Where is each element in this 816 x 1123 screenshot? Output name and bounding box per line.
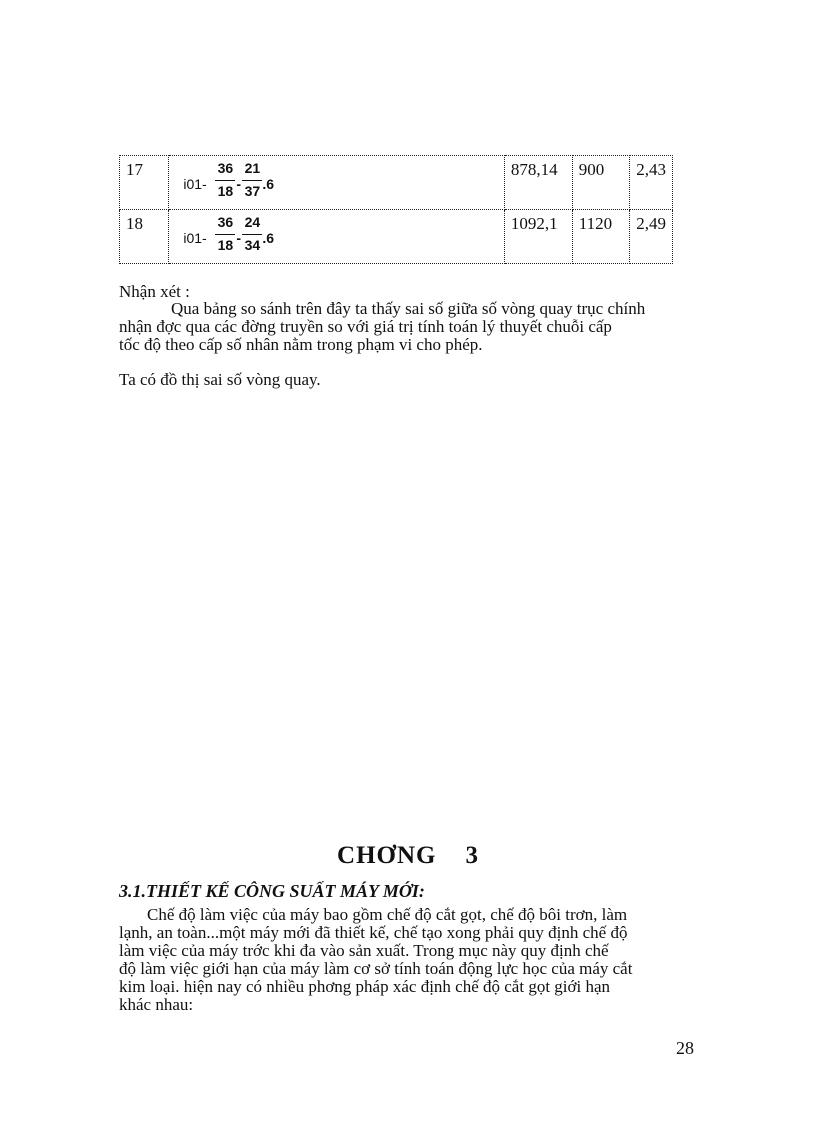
error-value: 2,43 — [630, 156, 673, 210]
fraction-numerator: 36 — [217, 160, 234, 176]
fraction-denominator: 18 — [217, 183, 234, 199]
body-line: lạnh, an toàn...một máy mới đã thiết kế, chế tạo xong phải quy định chế độ — [119, 923, 628, 942]
remark-line: tốc độ theo cấp số nhân nằm trong phạm vi cho phép. — [119, 335, 483, 354]
fraction-numerator: 21 — [244, 160, 261, 176]
formula-prefix: i01- — [183, 230, 207, 246]
standard-value: 900 — [572, 156, 630, 210]
formula-suffix: .6 — [262, 176, 275, 192]
standard-value: 1120 — [572, 210, 630, 264]
remark-line: Qua bảng so sánh trên đây ta thấy sai số giữa số vòng quay trục chính — [171, 299, 646, 318]
body-line: độ làm việc giới hạn của máy làm cơ sở tính toán động lực học của máy cắt — [119, 959, 633, 978]
body-line: kim loại. hiện nay có nhiều phơng pháp xác định chế độ cắt gọt giới hạn — [119, 977, 611, 996]
comparison-table — [119, 155, 673, 264]
fraction — [215, 160, 235, 200]
remark-line: nhận đợc qua các đờng truyền so với giá trị tính toán lý thuyết chuỗi cấp — [119, 317, 612, 336]
graph-note: Ta có đồ thị sai số vòng quay. — [119, 370, 321, 389]
chapter-heading: CHƠNG 3 — [337, 842, 479, 869]
formula-suffix: .6 — [262, 230, 275, 246]
formula-separator: - — [236, 176, 242, 192]
row-number: 18 — [120, 210, 169, 264]
remark-title: Nhận xét : — [119, 282, 190, 301]
table-row — [120, 156, 673, 210]
section-title: 3.1.THIẾT KẾ CÔNG SUẤT MÁY MỚI: — [119, 881, 425, 901]
body-line: khác nhau: — [119, 995, 194, 1014]
fraction — [242, 214, 262, 254]
body-line: Chế độ làm việc của máy bao gồm chế độ cắt gọt, chế độ bôi trơn, làm — [147, 905, 628, 924]
fraction-denominator: 34 — [244, 237, 261, 253]
fraction-denominator: 18 — [217, 237, 234, 253]
fraction-denominator: 37 — [244, 183, 261, 199]
fraction-numerator: 24 — [244, 214, 261, 230]
fraction — [242, 160, 262, 200]
calculated-value: 878,14 — [504, 156, 572, 210]
formula-separator: - — [236, 230, 242, 246]
row-number: 17 — [120, 156, 169, 210]
page-number: 28 — [676, 1038, 694, 1058]
error-value: 2,49 — [630, 210, 673, 264]
fraction-numerator: 36 — [217, 214, 234, 230]
table-row — [120, 210, 673, 264]
body-line: làm việc của máy trớc khi đa vào sản xuất. Trong mục này quy định chế — [119, 941, 609, 960]
gear-ratio-formula — [169, 156, 505, 210]
fraction — [215, 214, 235, 254]
formula-prefix: i01- — [183, 176, 207, 192]
calculated-value: 1092,1 — [504, 210, 572, 264]
gear-ratio-formula — [169, 210, 505, 264]
